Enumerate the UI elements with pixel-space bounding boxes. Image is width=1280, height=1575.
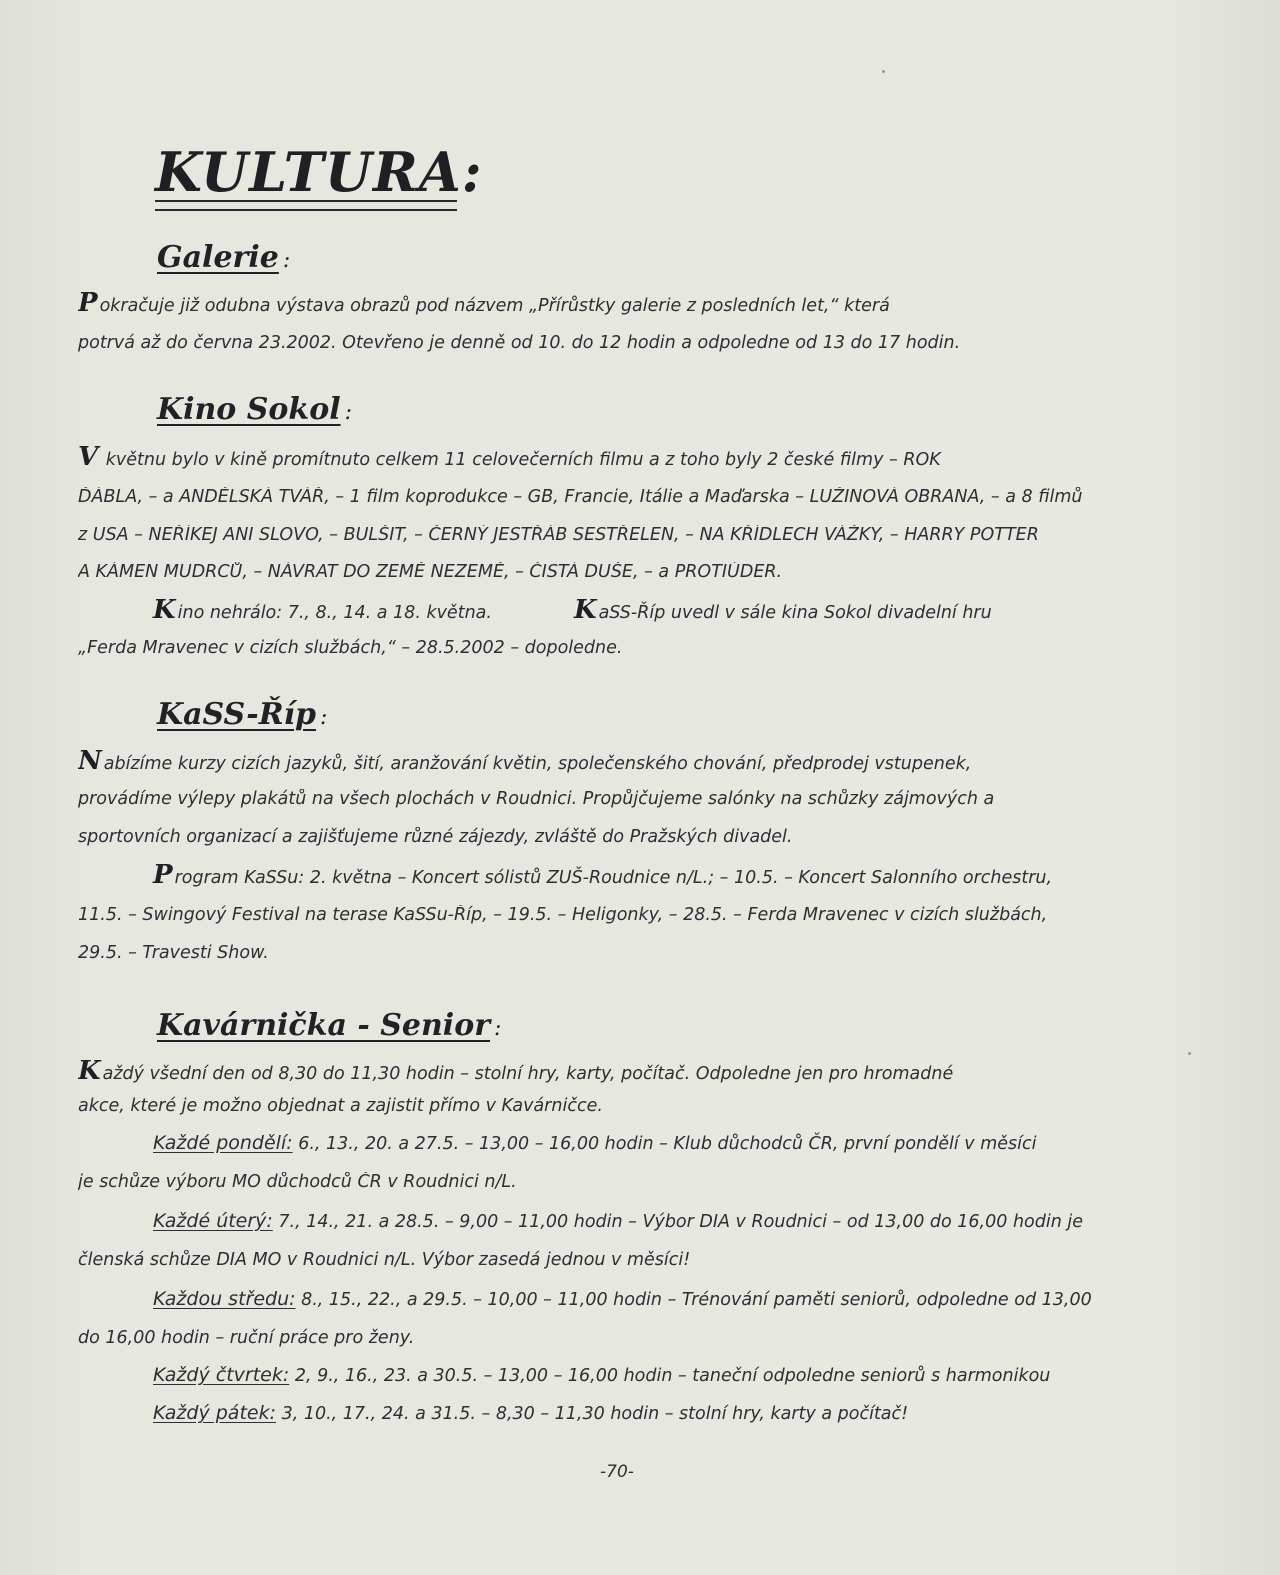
line-text: členská schůze DIA MO v Roudnici n/L. Výbor zasedá jednou v měsíci! bbox=[78, 1250, 691, 1270]
initial-letter: K bbox=[78, 1056, 101, 1086]
paragraph-line bbox=[78, 525, 1118, 545]
line-text: aždý všední den od 8,30 do 11,30 hodin – stolní hry, karty, počítač. Odpoledne jen pro hromadné bbox=[102, 1064, 954, 1084]
schedule-line bbox=[78, 1288, 1118, 1310]
line-text: abízíme kurzy cizích jazyků, šití, aranžování květin, společenského chování, předprodej vstupenek, bbox=[103, 754, 972, 774]
paragraph-line bbox=[78, 442, 1118, 472]
initial-letter: P bbox=[78, 288, 98, 318]
paragraph-line bbox=[78, 638, 1118, 658]
line-text: do 16,00 hodin – ruční práce pro ženy. bbox=[78, 1328, 415, 1348]
initial-letter: N bbox=[78, 746, 102, 776]
paragraph-line bbox=[78, 487, 1118, 507]
paragraph-line bbox=[78, 746, 1118, 776]
paragraph-line bbox=[78, 860, 1118, 890]
title-underline bbox=[155, 200, 457, 211]
line-text: A KÁMEN MUDRCŮ, – NÁVRAT DO ZEMĚ NEZEMĚ, – ČISTÁ DUŠE, – a PROTIÚDER. bbox=[78, 562, 783, 582]
initial-letter: P bbox=[153, 860, 173, 890]
heading-colon: : bbox=[320, 705, 328, 730]
paragraph-line bbox=[78, 562, 1118, 582]
paragraph-line bbox=[78, 333, 1118, 353]
line-text: 8., 15., 22., a 29.5. – 10,00 – 11,00 hodin – Trénování paměti seniorů, odpoledne od 13,00 bbox=[295, 1290, 1092, 1310]
line-text: 11.5. – Swingový Festival na terase KaSSu-Říp, – 19.5. – Heligonky, – 28.5. – Ferda Mravenec v cizích službách, bbox=[78, 905, 1048, 925]
paragraph-line bbox=[78, 595, 1118, 625]
schedule-day-label: Každý pátek: bbox=[153, 1402, 276, 1424]
page-title: KULTURA: bbox=[155, 140, 483, 204]
paper-speck bbox=[882, 70, 885, 73]
paragraph-line bbox=[78, 905, 1118, 925]
line-text: akce, které je možno objednat a zajistit přímo v Kavárničce. bbox=[78, 1096, 603, 1116]
line-text: aSS-Říp uvedl v sále kina Sokol divadelní hru bbox=[598, 603, 992, 623]
heading-text: Galerie bbox=[157, 240, 279, 275]
section-heading-kass-rip bbox=[157, 697, 327, 732]
schedule-day-label: Každé úterý: bbox=[153, 1210, 273, 1232]
paragraph-line bbox=[78, 943, 1118, 963]
heading-colon: : bbox=[344, 400, 353, 425]
paper-speck bbox=[1188, 1052, 1191, 1055]
paragraph-line bbox=[78, 789, 1118, 809]
section-heading-kavarnicka-senior bbox=[157, 1008, 501, 1043]
heading-text: Kavárnička - Senior bbox=[157, 1008, 491, 1043]
line-text: 6., 13., 20. a 27.5. – 13,00 – 16,00 hodin – Klub důchodců ČR, první pondělí v měsíci bbox=[292, 1134, 1037, 1154]
schedule-line bbox=[78, 1210, 1118, 1232]
initial-letter: K bbox=[573, 595, 597, 625]
paragraph-line bbox=[78, 1172, 1118, 1192]
line-text: provádíme výlepy plakátů na všech plochách v Roudnici. Propůjčujeme salónky na schůzky zájmových a bbox=[78, 789, 995, 809]
line-text: 2, 9., 16., 23. a 30.5. – 13,00 – 16,00 hodin – taneční odpoledne seniorů s harmonikou bbox=[289, 1366, 1051, 1386]
paragraph-line bbox=[78, 1096, 1118, 1116]
paragraph-line bbox=[78, 1328, 1118, 1348]
schedule-day-label: Každý čtvrtek: bbox=[153, 1364, 290, 1386]
line-text: ĎÁBLA, – a ANDĚLSKÁ TVÁŘ, – 1 film koprodukce – GB, Francie, Itálie a Maďarska – LUŽINOVÁ OBRANA, – a 8 filmů bbox=[78, 487, 1083, 507]
line-text: 7., 14., 21. a 28.5. – 9,00 – 11,00 hodin – Výbor DIA v Roudnici – od 13,00 do 16,00 hodin je bbox=[272, 1212, 1083, 1232]
section-heading-galerie bbox=[157, 240, 290, 275]
line-text: 29.5. – Travesti Show. bbox=[78, 943, 269, 963]
paragraph-line bbox=[78, 1056, 1118, 1086]
heading-colon: : bbox=[282, 248, 291, 273]
schedule-line bbox=[78, 1132, 1118, 1154]
heading-text: Kino Sokol bbox=[157, 392, 341, 427]
heading-text: KaSS-Říp bbox=[157, 697, 317, 732]
line-text: z USA – NEŘÍKEJ ANI SLOVO, – BULŠIT, – ČERNÝ JESTŘÁB SESTŘELEN, – NA KŘÍDLECH VÁŽKY, – HARRY POTTER bbox=[78, 525, 1039, 545]
schedule-day-label: Každou středu: bbox=[153, 1288, 296, 1310]
line-text: ino nehrálo: 7., 8., 14. a 18. května. bbox=[177, 603, 492, 623]
line-text: okračuje již odubna výstava obrazů pod názvem „Přírůstky galerie z posledních let,“ která bbox=[99, 296, 890, 316]
line-text: rogram KaSSu: 2. května – Koncert sólistů ZUŠ-Roudnice n/L.; – 10.5. – Koncert Salonního orchestru, bbox=[174, 868, 1053, 888]
initial-letter: V bbox=[78, 442, 99, 472]
schedule-line bbox=[78, 1364, 1118, 1386]
line-text: květnu bylo v kině promítnuto celkem 11 celovečerních filmu a z toho byly 2 české filmy – ROK bbox=[100, 450, 941, 470]
section-heading-kino-sokol bbox=[157, 392, 352, 427]
schedule-line bbox=[78, 1402, 1118, 1424]
line-text: 3, 10., 17., 24. a 31.5. – 8,30 – 11,30 hodin – stolní hry, karty a počítač! bbox=[276, 1404, 909, 1424]
paragraph-line bbox=[78, 827, 1118, 847]
line-text: „Ferda Mravenec v cizích službách,“ – 28.5.2002 – dopoledne. bbox=[78, 638, 623, 658]
page-number: -70- bbox=[600, 1462, 634, 1482]
initial-letter: K bbox=[153, 595, 176, 625]
line-text: je schůze výboru MO důchodců ČR v Roudnici n/L. bbox=[78, 1172, 517, 1192]
heading-colon: : bbox=[494, 1016, 502, 1041]
line-text: potrvá až do června 23.2002. Otevřeno je denně od 10. do 12 hodin a odpoledne od 13 do 17 hodin. bbox=[78, 333, 961, 353]
line-text: sportovních organizací a zajišťujeme různé zájezdy, zvláště do Pražských divadel. bbox=[78, 827, 793, 847]
paragraph-line bbox=[78, 288, 1118, 318]
paragraph-line bbox=[78, 1250, 1118, 1270]
schedule-day-label: Každé pondělí: bbox=[153, 1132, 293, 1154]
